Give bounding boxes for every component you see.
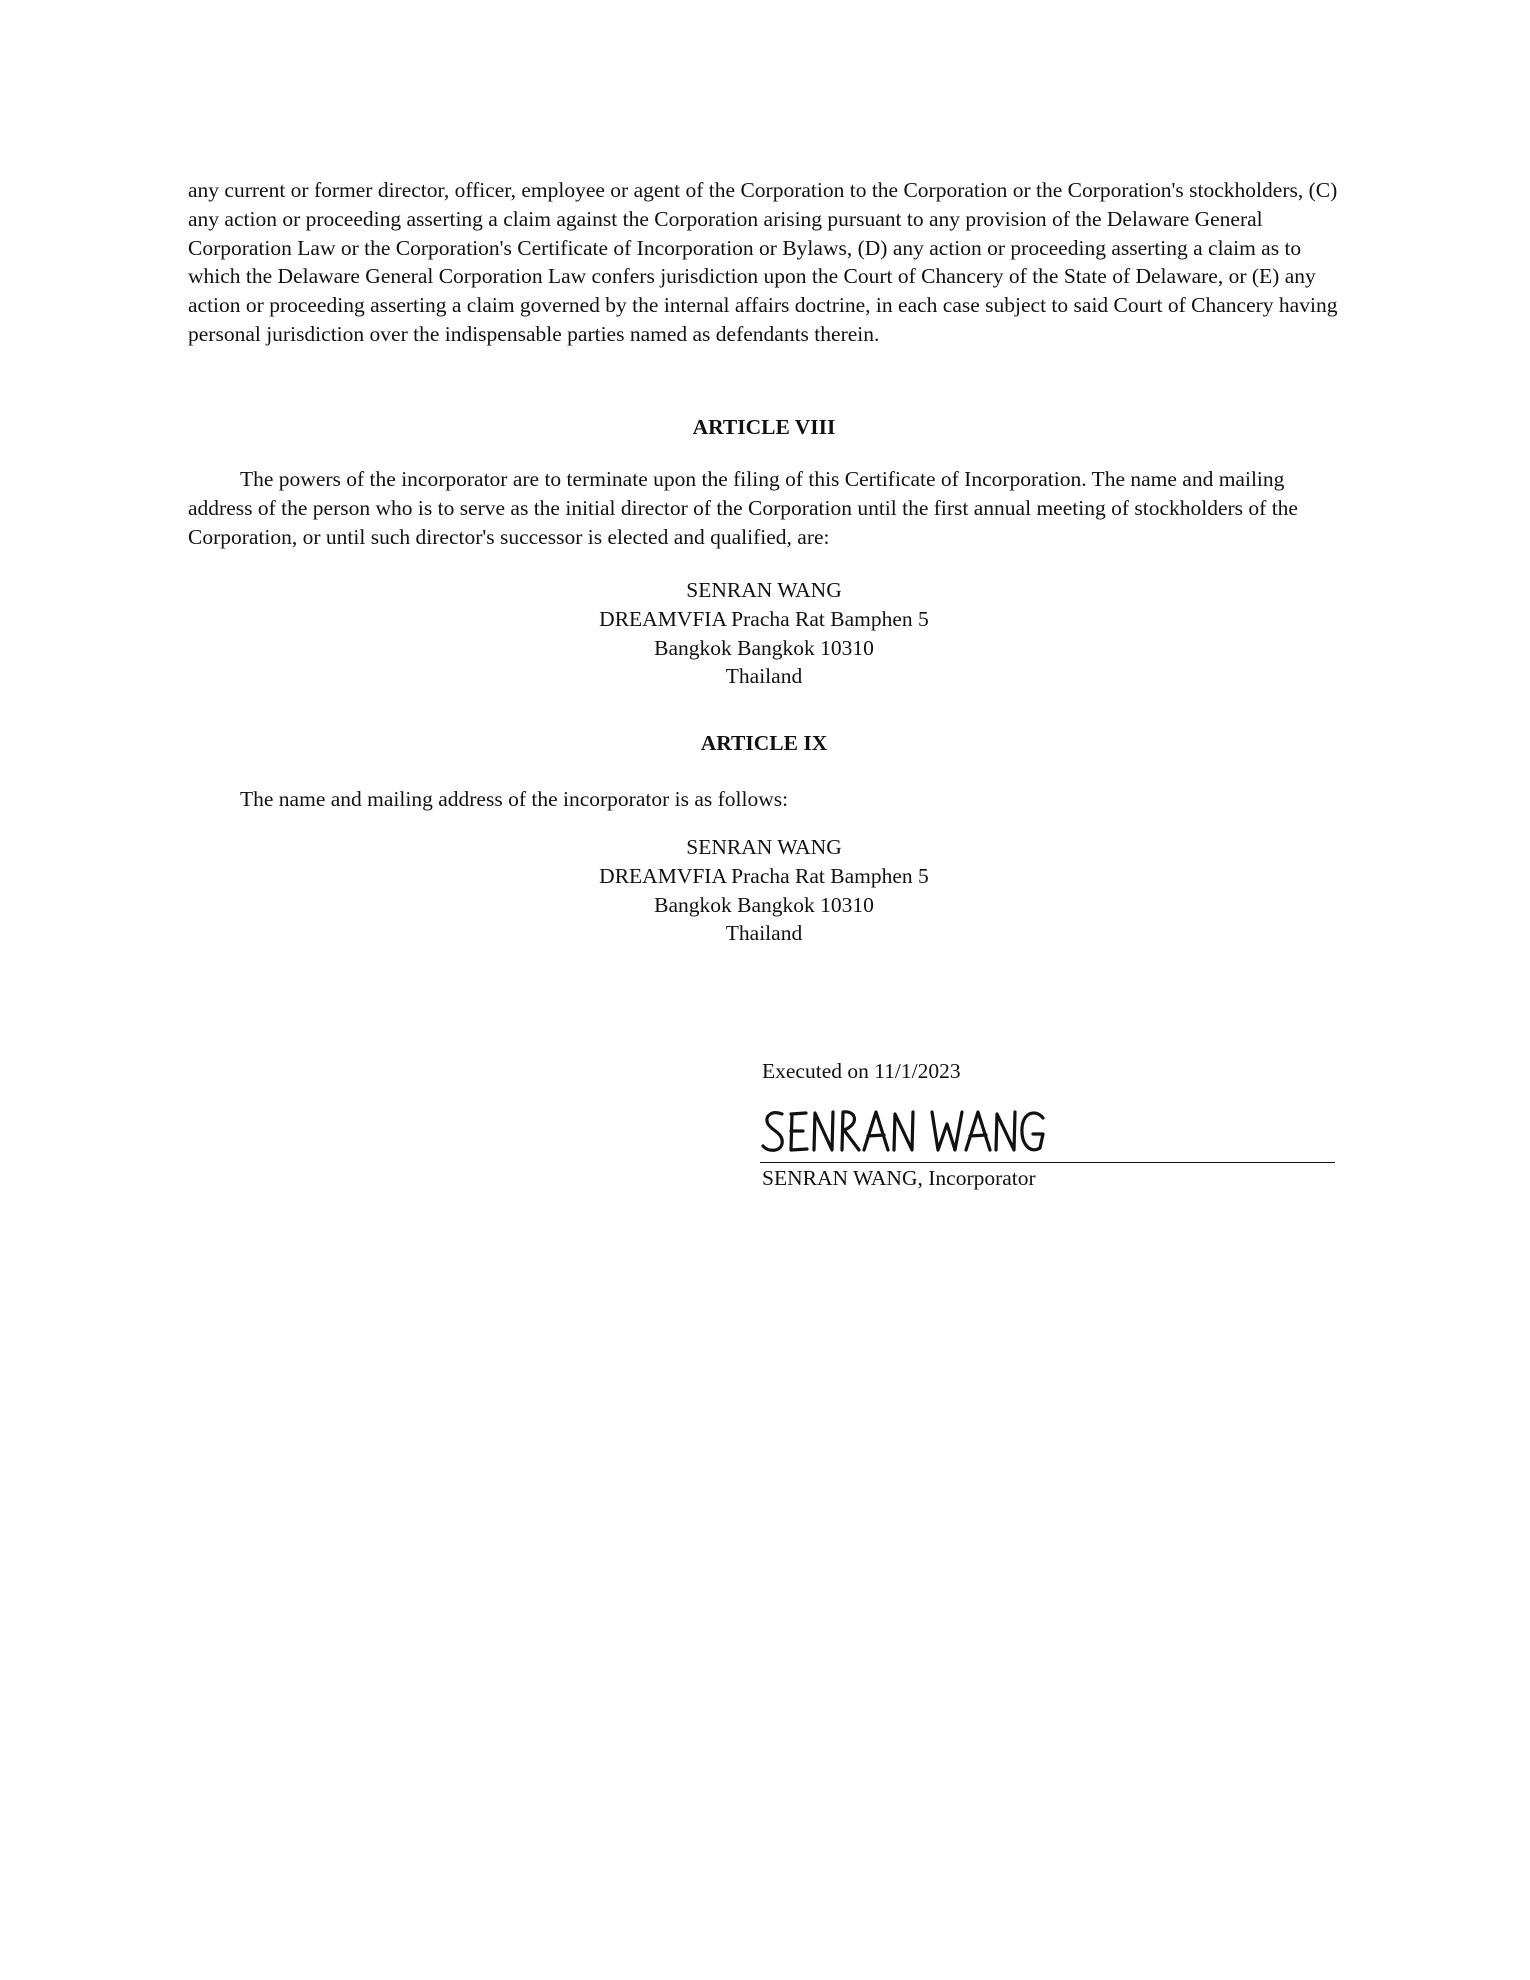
director-address-line2: Bangkok Bangkok 10310 xyxy=(654,635,874,660)
director-address-block xyxy=(188,576,1340,691)
director-address-country: Thailand xyxy=(725,664,803,689)
executed-on-date: Executed on 11/1/2023 xyxy=(762,1059,961,1083)
continuation-paragraph: any current or former director, officer, employee or agent of the Corporation to the Corporation or the Corporation's stockholders, (C) any action or proceeding asserting a claim against the Corporation arising pursuant to any provision of the Delaware General Corporation Law or the Corporation's Certificate of Incorporation or Bylaws, (D) any action or proceeding asserting a claim as to which the Delaware General Corporation Law confers jurisdiction upon the Court of Chancery of the State of Delaware, or (E) any action or proceeding asserting a claim governed by the internal affairs doctrine, in each case subject to said Court of Chancery having personal jurisdiction over the indispensable parties named as defendants therein. xyxy=(188,178,1338,346)
article-viii-paragraph: The powers of the incorporator are to terminate upon the filing of this Certificate of Incorporation. The name and mailing address of the person who is to serve as the initial director of the Corporation until the first annual meeting of stockholders of the Corporation, or until such director's successor is elected and qualified, are: xyxy=(188,467,1298,549)
article-viii-heading: ARTICLE VIII xyxy=(692,415,836,439)
article-ix-paragraph: The name and mailing address of the incorporator is as follows: xyxy=(240,787,789,811)
director-name: SENRAN WANG xyxy=(686,578,842,602)
incorporator-address-country: Thailand xyxy=(725,921,803,946)
signatory-caption: SENRAN WANG, Incorporator xyxy=(762,1166,1036,1190)
incorporator-name: SENRAN WANG xyxy=(686,835,842,859)
director-address-line1: DREAMVFIA Pracha Rat Bamphen 5 xyxy=(599,606,929,631)
incorporator-address-block xyxy=(188,833,1340,948)
signature-line xyxy=(760,1162,1335,1163)
handwritten-signature xyxy=(760,1100,1060,1164)
incorporator-address-line2: Bangkok Bangkok 10310 xyxy=(654,892,874,917)
article-ix-heading: ARTICLE IX xyxy=(700,731,828,755)
incorporator-address-line1: DREAMVFIA Pracha Rat Bamphen 5 xyxy=(599,863,929,888)
